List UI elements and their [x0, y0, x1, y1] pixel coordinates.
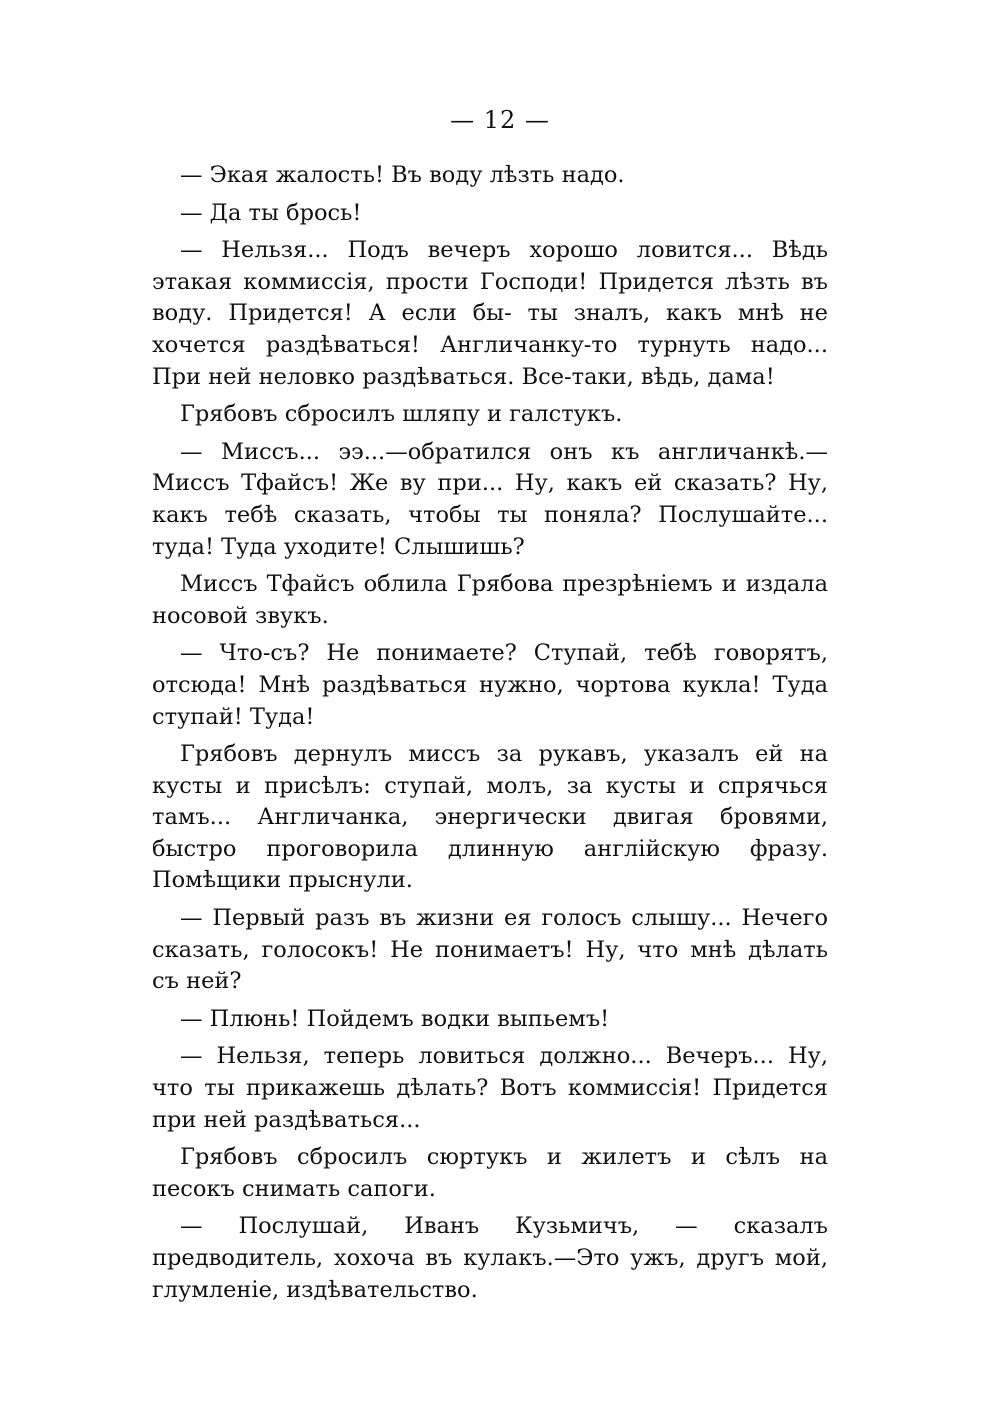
paragraph: — Послушай, Иванъ Кузьмичъ, — сказалъ предводитель, хохоча въ кулакъ.—Это ужъ, другъ мой, глумленіе, издѣвательство. [152, 1213, 828, 1303]
paragraph: — Нельзя... Подъ вечеръ хорошо ловится... Вѣдь этакая коммиссія, прости Господи! Придется лѣзть въ воду. Придется! А если бы- ты зналъ, какъ мнѣ не хочется раздѣваться! Англичанку-то турнуть надо... При ней неловко раздѣваться. Все-таки, вѣдь, дама! [152, 237, 828, 390]
paragraph: — Первый разъ въ жизни ея голосъ слышу... Нечего сказать, голосокъ! Не понимаетъ! Ну, что мнѣ дѣлать съ ней? [152, 905, 828, 995]
paragraph: — Что-съ? Не понимаете? Ступай, тебѣ говорятъ, отсюда! Мнѣ раздѣваться нужно, чортова кукла! Туда ступай! Туда! [152, 640, 828, 730]
paragraph: Грябовъ сбросилъ сюртукъ и жилетъ и сѣлъ на песокъ снимать сапоги. [152, 1144, 828, 1202]
paragraph: Грябовъ дернулъ миссъ за рукавъ, указалъ ей на кусты и присѣлъ: ступай, молъ, за кусты и спрячься тамъ... Англичанка, энергически двигая бровями, быстро проговорила длинную англійскую фразу. Помѣщики прыснули. [152, 741, 828, 894]
paragraph: — Экая жалость! Въ воду лѣзть надо. [180, 162, 625, 188]
paragraph: Миссъ Тфайсъ облила Грябова презрѣніемъ и издала носовой звукъ. [152, 571, 828, 629]
paragraph: — Миссъ... ээ...—обратился онъ къ англичанкѣ.—Миссъ Тфайсъ! Же ву при... Ну, какъ ей сказать? Ну, какъ тебѣ сказать, чтобы ты поняла? Послушайте... туда! Туда уходите! Слышишь? [152, 438, 828, 560]
paragraph: — Плюнь! Пойдемъ водки выпьемъ! [180, 1005, 610, 1032]
paragraph: — Да ты брось! [180, 199, 362, 226]
paragraph: — Нельзя, теперь ловиться должно... Вечеръ... Ну, что ты прикажешь дѣлать? Вотъ коммиссія! Придется при ней раздѣваться... [152, 1043, 828, 1133]
body-text [152, 160, 828, 1306]
paragraph: Грябовъ сбросилъ шляпу и галстукъ. [180, 401, 623, 428]
page-number: — 12 — [450, 106, 550, 134]
